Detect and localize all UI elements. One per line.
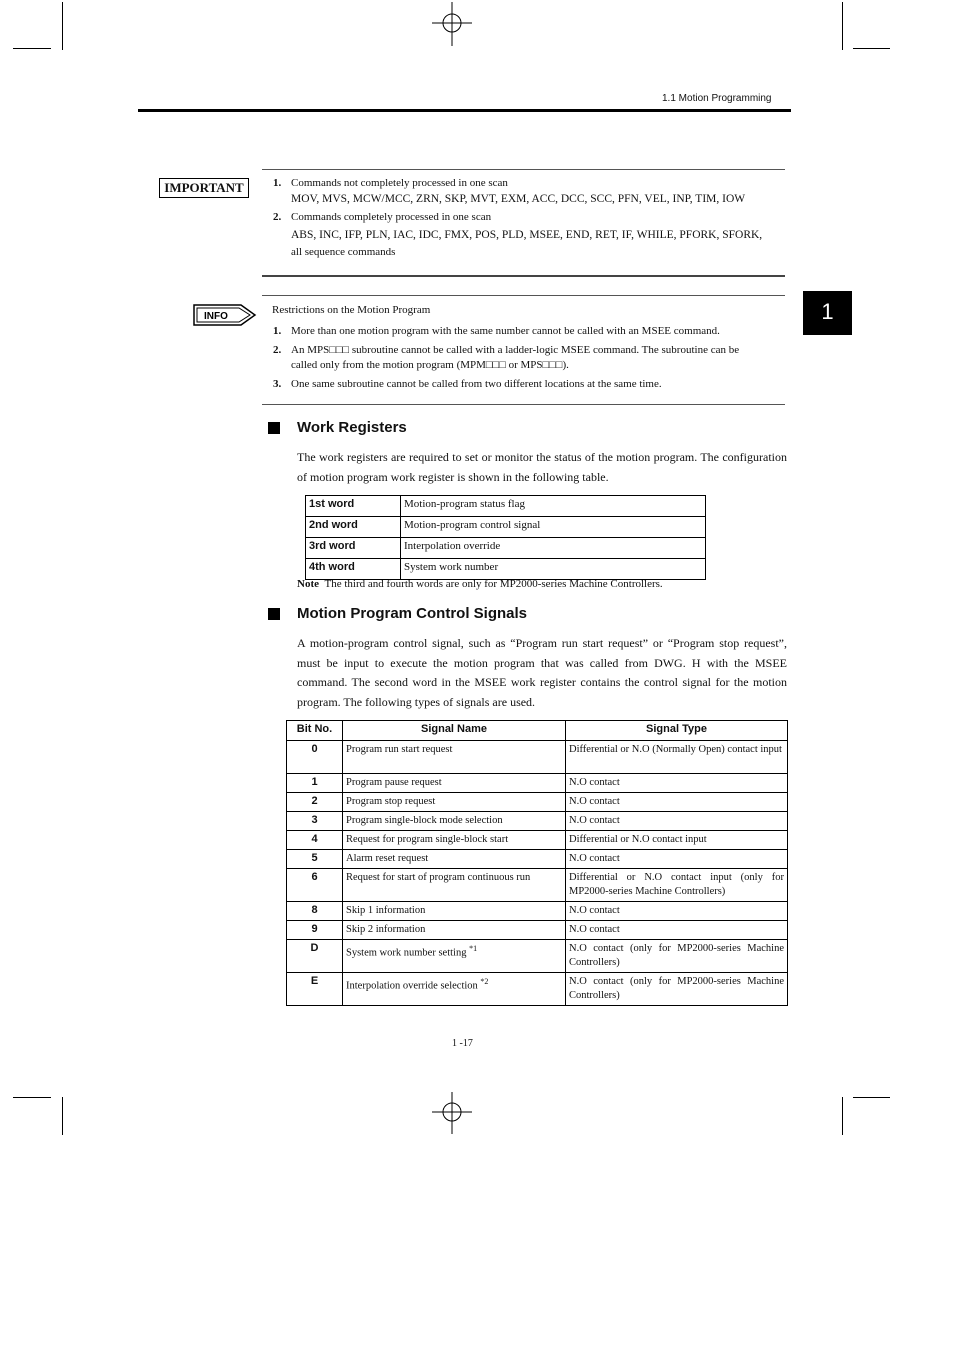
info-top-rule <box>262 295 785 296</box>
info-label: INFO <box>204 311 228 322</box>
table-header-row <box>287 721 788 741</box>
signal-name-text: Program run start request <box>346 744 453 755</box>
note-text: The third and fourth words are only for MP2000-series Machine Controllers. <box>324 578 663 590</box>
signal-type-cell: N.O contact <box>566 902 788 921</box>
signal-type-cell: N.O contact <box>566 850 788 869</box>
bit-cell: 2 <box>287 793 343 812</box>
signal-type-cell: N.O contact <box>566 921 788 940</box>
signal-type-cell: N.O contact (only for MP2000-series Machine Controllers) <box>566 940 788 973</box>
table-row <box>306 559 706 580</box>
signal-type-cell: Differential or N.O (Normally Open) contact input <box>566 741 788 774</box>
important-label: IMPORTANT <box>159 178 249 198</box>
important-item-2-body-cont: all sequence commands <box>291 246 396 258</box>
signal-name-text: Request for program single-block start <box>346 834 509 845</box>
important-bottom-rule <box>262 275 785 277</box>
signal-type-cell: N.O contact <box>566 774 788 793</box>
running-header: 1.1 Motion Programming <box>662 93 772 104</box>
bit-cell: E <box>287 973 343 1006</box>
signals-table-body <box>287 741 788 1006</box>
item-text: More than one motion program with the same number cannot be called with an MSEE command. <box>291 325 720 337</box>
signal-type-cell: N.O contact <box>566 793 788 812</box>
table-row <box>306 517 706 538</box>
work-registers-paragraph: The work registers are required to set or monitor the status of the motion program. The configuration of motion program work register is shown in the following table. <box>297 450 787 484</box>
word-cell: 1st word <box>306 496 401 517</box>
section-bullet-icon <box>268 422 280 434</box>
info-item-2-cont: called only from the motion program (MPM□□□ or MPS□□□). <box>291 359 569 371</box>
description-cell: Interpolation override <box>401 538 706 559</box>
important-top-rule <box>262 169 785 170</box>
bit-cell: 3 <box>287 812 343 831</box>
signal-name-cell <box>343 831 566 850</box>
item-text: An MPS□□□ subroutine cannot be called with a ladder-logic MSEE command. The subroutine can be <box>291 344 740 356</box>
item-number: 3. <box>273 378 282 390</box>
bit-cell: D <box>287 940 343 973</box>
item-number: 1. <box>273 177 282 189</box>
column-header-signal-type: Signal Type <box>566 721 788 741</box>
footnote-marker: *1 <box>469 944 478 953</box>
work-registers-table <box>305 495 706 580</box>
word-cell: 2nd word <box>306 517 401 538</box>
bit-cell: 0 <box>287 741 343 774</box>
table-row <box>287 902 788 921</box>
item-number: 1. <box>273 325 282 337</box>
info-bottom-rule <box>262 404 785 405</box>
signal-name-text: Request for start of program continuous run <box>346 872 531 883</box>
item-text: One same subroutine cannot be called from two different locations at the same time. <box>291 378 662 390</box>
signal-name-cell <box>343 741 566 774</box>
info-title: Restrictions on the Motion Program <box>272 304 431 316</box>
section-bullet-icon <box>268 608 280 620</box>
table-row <box>287 850 788 869</box>
signal-name-cell <box>343 869 566 902</box>
signal-name-text: Program pause request <box>346 777 442 788</box>
signal-name-text: Skip 2 information <box>346 924 426 935</box>
signal-type-cell: Differential or N.O contact input (only for MP2000-series Machine Controllers) <box>566 869 788 902</box>
word-cell: 3rd word <box>306 538 401 559</box>
bit-cell: 4 <box>287 831 343 850</box>
signal-name-cell <box>343 812 566 831</box>
page-number: 1 -17 <box>452 1038 473 1049</box>
bit-cell: 6 <box>287 869 343 902</box>
bit-cell: 5 <box>287 850 343 869</box>
signal-name-text: Skip 1 information <box>346 905 426 916</box>
signal-name-text: Alarm reset request <box>346 853 429 864</box>
footnote-marker: *2 <box>480 977 489 986</box>
bit-cell: 8 <box>287 902 343 921</box>
table-row <box>287 869 788 902</box>
description-cell: System work number <box>401 559 706 580</box>
work-registers-note <box>297 578 663 590</box>
item-number: 2. <box>273 344 282 356</box>
item-number: 2. <box>273 211 282 223</box>
registration-mark-top-icon <box>432 2 472 46</box>
item-title: Commands not completely processed in one scan <box>291 177 508 189</box>
bit-cell: 9 <box>287 921 343 940</box>
signal-name-cell <box>343 793 566 812</box>
info-icon <box>191 303 259 327</box>
signal-name-cell <box>343 850 566 869</box>
signal-type-cell: N.O contact (only for MP2000-series Machine Controllers) <box>566 973 788 1006</box>
control-signals-paragraph: A motion-program control signal, such as “Program run start request” or “Program stop request”, must be input to execute the motion program that was called from DWG. H with the MSEE command. The second word in the MSEE work register contains the control signal for the motion program. The following types of signals are used. <box>297 636 787 709</box>
table-row <box>306 538 706 559</box>
table-row <box>287 793 788 812</box>
important-item-1-body: MOV, MVS, MCW/MCC, ZRN, SKP, MVT, EXM, ACC, DCC, SCC, PFN, VEL, INP, TIM, IOW <box>291 193 746 205</box>
column-header-signal-name: Signal Name <box>343 721 566 741</box>
signal-name-cell <box>343 921 566 940</box>
signal-name-cell <box>343 774 566 793</box>
word-cell: 4th word <box>306 559 401 580</box>
signal-type-cell: Differential or N.O contact input <box>566 831 788 850</box>
signal-name-cell <box>343 940 566 973</box>
signal-name-text: Interpolation override selection <box>346 980 478 992</box>
table-row <box>287 940 788 973</box>
registration-mark-bottom-icon <box>432 1092 472 1136</box>
signal-name-text: Program single-block mode selection <box>346 815 503 826</box>
signal-name-text: System work number setting <box>346 947 467 959</box>
column-header-bit: Bit No. <box>287 721 343 741</box>
bit-cell: 1 <box>287 774 343 793</box>
table-row <box>287 774 788 793</box>
signal-name-text: Program stop request <box>346 796 436 807</box>
table-row <box>287 973 788 1006</box>
table-row <box>287 812 788 831</box>
table-row <box>287 921 788 940</box>
signal-name-cell <box>343 902 566 921</box>
item-title: Commands completely processed in one scan <box>291 211 492 223</box>
note-label: Note <box>297 578 319 590</box>
signal-type-cell: N.O contact <box>566 812 788 831</box>
work-registers-heading: Work Registers <box>297 419 407 436</box>
header-rule <box>138 109 791 112</box>
control-signals-heading: Motion Program Control Signals <box>297 605 528 622</box>
important-item-2-body: ABS, INC, IFP, PLN, IAC, IDC, FMX, POS, PLD, MSEE, END, RET, IF, WHILE, PFORK, SFORK, <box>291 229 763 241</box>
control-signals-table <box>286 720 788 1006</box>
table-row <box>287 741 788 774</box>
table-row <box>306 496 706 517</box>
description-cell: Motion-program status flag <box>401 496 706 517</box>
description-cell: Motion-program control signal <box>401 517 706 538</box>
table-row <box>287 831 788 850</box>
signal-name-cell <box>343 973 566 1006</box>
chapter-tab: 1 <box>803 291 852 335</box>
